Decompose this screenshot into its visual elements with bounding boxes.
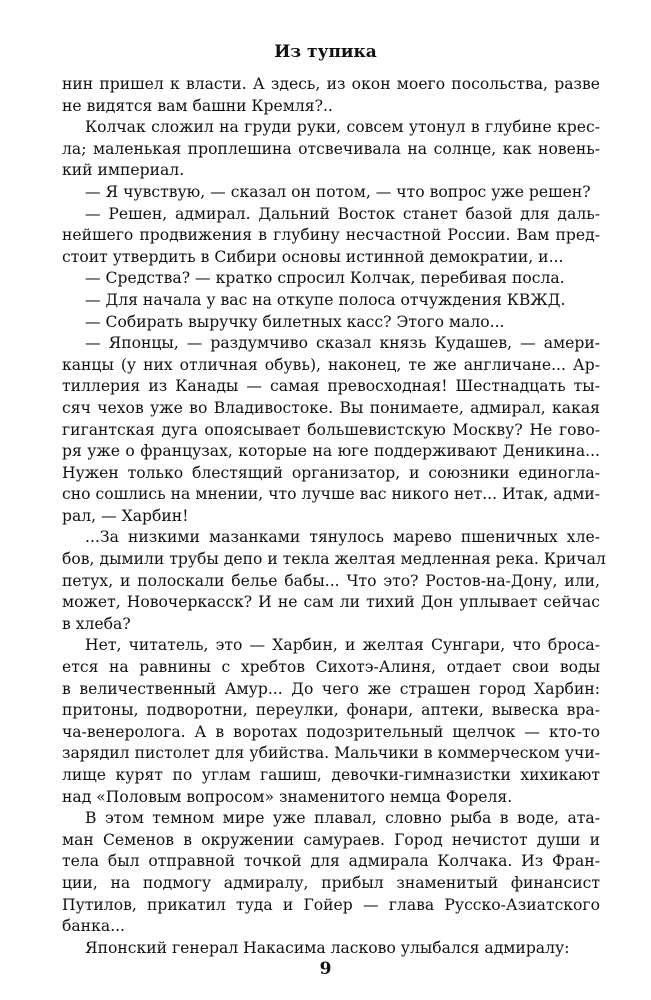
text-line: тела был отправной точкой для адмирала Колчака. Из Фран- bbox=[62, 852, 600, 871]
text-line: ла; маленькая проплешина отсвечивала на солнце, как новень- bbox=[62, 139, 600, 158]
body-text bbox=[62, 74, 606, 959]
text-line: сно сошлись на мнении, что лучше вас никого нет... Итак, адми- bbox=[62, 485, 600, 504]
text-line: ...За низкими мазанками тянулось марево пшеничных хле- bbox=[85, 528, 600, 547]
text-line: — Решен, адмирал. Дальний Восток станет базой для даль- bbox=[85, 204, 600, 223]
text-line: бов, дымили трубы депо и текла желтая медленная река. Кричал bbox=[62, 550, 606, 569]
text-line: — Я чувствую, — сказал он потом, — что вопрос уже решен? bbox=[85, 182, 591, 201]
page-number: 9 bbox=[319, 959, 332, 979]
text-line: Путилов, прикатил туда и Гойер — глава Русско-Азиатского bbox=[62, 895, 600, 914]
text-line: стоит утвердить в Сибири основы истинной демократии, и... bbox=[62, 247, 564, 266]
text-line: Японский генерал Накасима ласково улыбался адмиралу: bbox=[85, 938, 570, 957]
text-line: петух, и полоскали белье бабы... Что это? Ростов-на-Дону, или, bbox=[62, 571, 600, 590]
text-line: в величественный Амур... До чего же страшен город Харбин: bbox=[62, 679, 600, 698]
text-line: ча-венеролога. А в воротах подозрительный щелчок — кто-то bbox=[62, 722, 600, 741]
text-line: В этом темном мире уже плавал, словно рыба в воде, ата- bbox=[85, 809, 600, 828]
text-line: тиллерия из Канады — самая превосходная! Шестнадцать ты- bbox=[62, 377, 600, 396]
text-line: в хлеба? bbox=[62, 614, 131, 633]
text-line: ря уже о французах, которые на юге поддерживают Деникина... bbox=[62, 442, 600, 461]
text-line: нейшего продвижения в глубину несчастной России. Вам пред- bbox=[62, 226, 600, 245]
text-line: притоны, подворотни, переулки, фонари, аптеки, вывеска вра- bbox=[62, 701, 600, 720]
text-line: — Собирать выручку билетных касс? Этого мало... bbox=[85, 312, 505, 331]
text-line: не видятся вам башни Кремля?.. bbox=[62, 96, 333, 115]
text-line: рал, — Харбин! bbox=[62, 506, 189, 525]
text-line: ман Семенов в окружении самураев. Город нечистот души и bbox=[62, 830, 600, 849]
text-line: ется на равнины с хребтов Сихотэ-Алиня, отдает свои воды bbox=[62, 658, 600, 677]
text-line: ции, на подмогу адмиралу, прибыл знаменитый финансист bbox=[62, 873, 600, 892]
text-line: над «Половым вопросом» знаменитого немца Фореля. bbox=[62, 787, 513, 806]
running-header: Из тупика bbox=[274, 42, 377, 62]
text-line: зарядил пистолет для убийства. Мальчики в коммерческом учи- bbox=[62, 744, 600, 763]
text-line: может, Новочеркасск? И не сам ли тихий Дон уплывает сейчас bbox=[62, 593, 600, 612]
text-line: — Средства? — кратко спросил Колчак, перебивая посла. bbox=[85, 269, 565, 288]
text-line: Нужен только блестящий организатор, и союзники единогла- bbox=[62, 463, 600, 482]
text-line: лище курят по углам гашиш, девочки-гимназистки хихикают bbox=[62, 766, 600, 784]
text-line: кий империал. bbox=[62, 161, 185, 180]
text-line: нин пришел к власти. А здесь, из окон моего посольства, разве bbox=[62, 75, 600, 93]
text-line: канцы (у них отличная обувь), наконец, те же англичане... Ар- bbox=[62, 355, 600, 374]
text-line: сяч чехов уже во Владивостоке. Вы понимаете, адмирал, какая bbox=[62, 398, 600, 417]
text-line: Нет, читатель, это — Харбин, и желтая Сунгари, что броса- bbox=[85, 636, 600, 655]
text-line: гигантская дуга опоясывает большевистскую Москву? Не гово- bbox=[62, 420, 600, 439]
text-line: — Для начала у вас на откупе полоса отчуждения КВЖД. bbox=[85, 290, 566, 309]
text-line: — Японцы, — раздумчиво сказал князь Кудашев, — амери- bbox=[85, 334, 600, 353]
text-line: банка... bbox=[62, 917, 125, 936]
text-line: Колчак сложил на груди руки, совсем утонул в глубине крес- bbox=[85, 118, 600, 137]
